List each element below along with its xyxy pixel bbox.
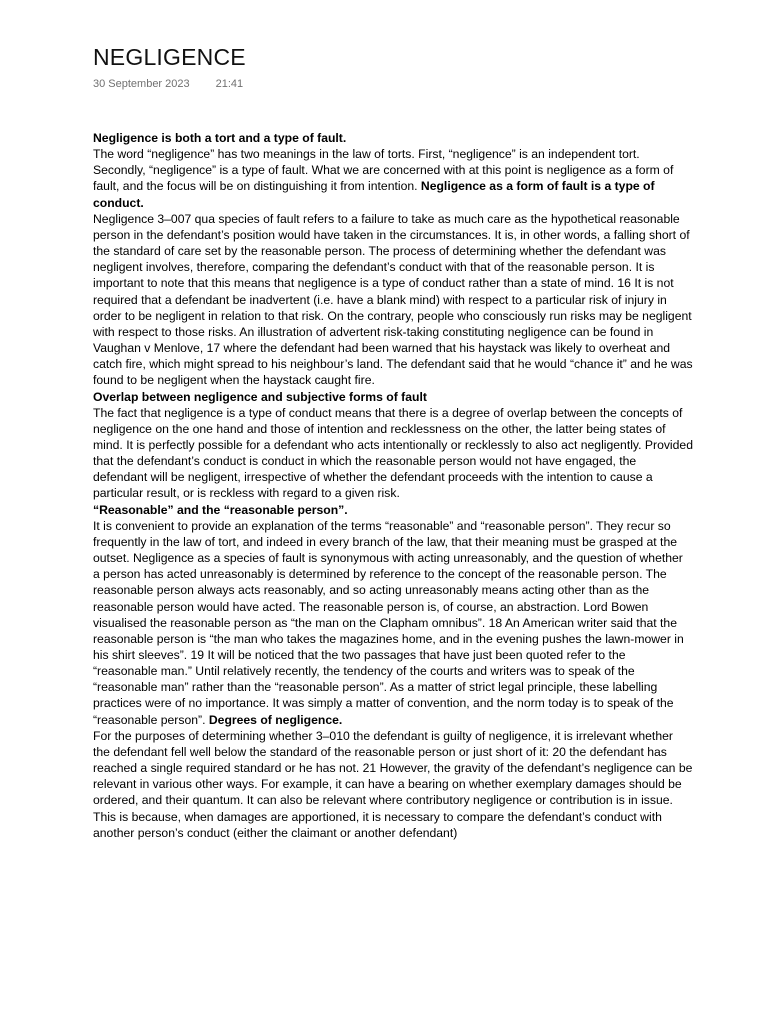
paragraph-heading-reasonable-person xyxy=(93,502,693,518)
paragraph-reasonable-person xyxy=(93,518,693,728)
paragraph-text: Negligence 3–007 qua species of fault refers to a failure to take as much care as the hypothetical reasonable person in the defendant’s position would have taken in the circumstances. It is, in other words, a falling short of the standard of care set by the reasonable person. The process of determining whether the defendant was negligent involves, therefore, comparing the defendant’s conduct with that of the reasonable person. It is important to note that this means that negligence is a type of conduct rather than a state of mind. 16 It is not required that a defendant be inadvertent (i.e. have a blank mind) with respect to a particular risk of injury in order to be negligent in relation to that risk. On the contrary, people who consciously run risks may be negligent with respect to those risks. An illustration of advertent risk-taking constituting negligence can be found in Vaughan v Menlove, 17 where the defendant had been warned that his haystack was likely to overheat and catch fire, which might spread to his neighbour’s land. The defendant said that he would “chance it” and he was found to be negligent when the haystack caught fire. xyxy=(93,211,693,388)
inline-heading-degrees-of-negligence: Degrees of negligence. xyxy=(208,712,343,727)
paragraph-heading-tort-and-fault xyxy=(93,130,693,146)
inline-heading-form-of-fault: Negligence as a form of fault is a type of conduct. xyxy=(93,179,655,210)
paragraph-text: It is convenient to provide an explanation of the terms “reasonable” and “reasonable person”. They recur so frequently in the law of tort, and indeed in every branch of the law, that their meaning must be grasped at the outset. Negligence as a species of fault is synonymous with acting unreasonably, and the question of whether a person has acted unreasonably is determined by reference to the concept of the reasonable person. The reasonable person always acts reasonably, and so acting unreasonably means acting other than as the reasonable person would have acted. The reasonable person is, of course, an abstraction. Lord Bowen visualised the reasonable person as “the man on the Clapham omnibus”. 18 An American writer said that the reasonable person is “the man who takes the magazines home, and in the evening pushes the lawn-mower in his shirt sleeves”. 19 It will be noticed that the two passages that have just been quoted refer to the “reasonable man.” Until relatively recently, the tendency of the courts and writers was to speak of the “reasonable man” rather than the “reasonable person”. As a matter of strict legal principle, these labelling practices were of no importance. It was simply a matter of convention, and the norm today is to speak of the “reasonable person”. xyxy=(93,518,684,727)
heading-text: Overlap between negligence and subjective forms of fault xyxy=(93,389,427,404)
paragraph-degrees-of-negligence xyxy=(93,728,693,841)
paragraph-text: For the purposes of determining whether 3–010 the defendant is guilty of negligence, it is irrelevant whether the defendant fell well below the standard of the reasonable person or just short of it: 20 the defendant has reached a single required standard or he has not. 21 However, the gravity of the defendant’s negligence can be relevant in various other ways. For example, it can have a bearing on whether exemplary damages should be ordered, and their quantum. It can also be relevant where contributory negligence or contribution is in issue. This is because, when damages are apportioned, it is necessary to compare the defendant’s conduct with another person’s conduct (either the claimant or another defendant) xyxy=(93,728,693,840)
paragraph-text: The fact that negligence is a type of conduct means that there is a degree of overlap between the concepts of negligence on the one hand and those of intention and recklessness on the other, the latter being states of mind. It is perfectly possible for a defendant who acts intentionally or recklessly to also act negligently. Provided that the defendant’s conduct is conduct in which the reasonable person would not have engaged, the defendant will be negligent, irrespective of whether the defendant proceeds with the intention to cause a particular result, or is reckless with regard to a given risk. xyxy=(93,405,693,501)
paragraph-heading-overlap xyxy=(93,389,693,405)
note-body[interactable] xyxy=(93,130,693,841)
paragraph-qua-species-of-fault xyxy=(93,211,693,389)
paragraph-two-meanings xyxy=(93,146,693,211)
heading-text: Negligence is both a tort and a type of fault. xyxy=(93,131,347,145)
note-date: 30 September 2023 xyxy=(93,78,190,90)
heading-text: “Reasonable” and the “reasonable person”. xyxy=(93,502,348,517)
paragraph-text: The word “negligence” has two meanings in the law of torts. First, “negligence” is an independent tort. Secondly, “negligence” is a type of fault. What we are concerned with at this point is negligence as a form of fault, and the focus will be on distinguishing it from intention. xyxy=(93,147,674,194)
note-timestamp xyxy=(93,78,243,90)
note-title[interactable]: NEGLIGENCE xyxy=(93,44,246,70)
paragraph-overlap xyxy=(93,405,693,502)
note-time: 21:41 xyxy=(215,78,244,90)
